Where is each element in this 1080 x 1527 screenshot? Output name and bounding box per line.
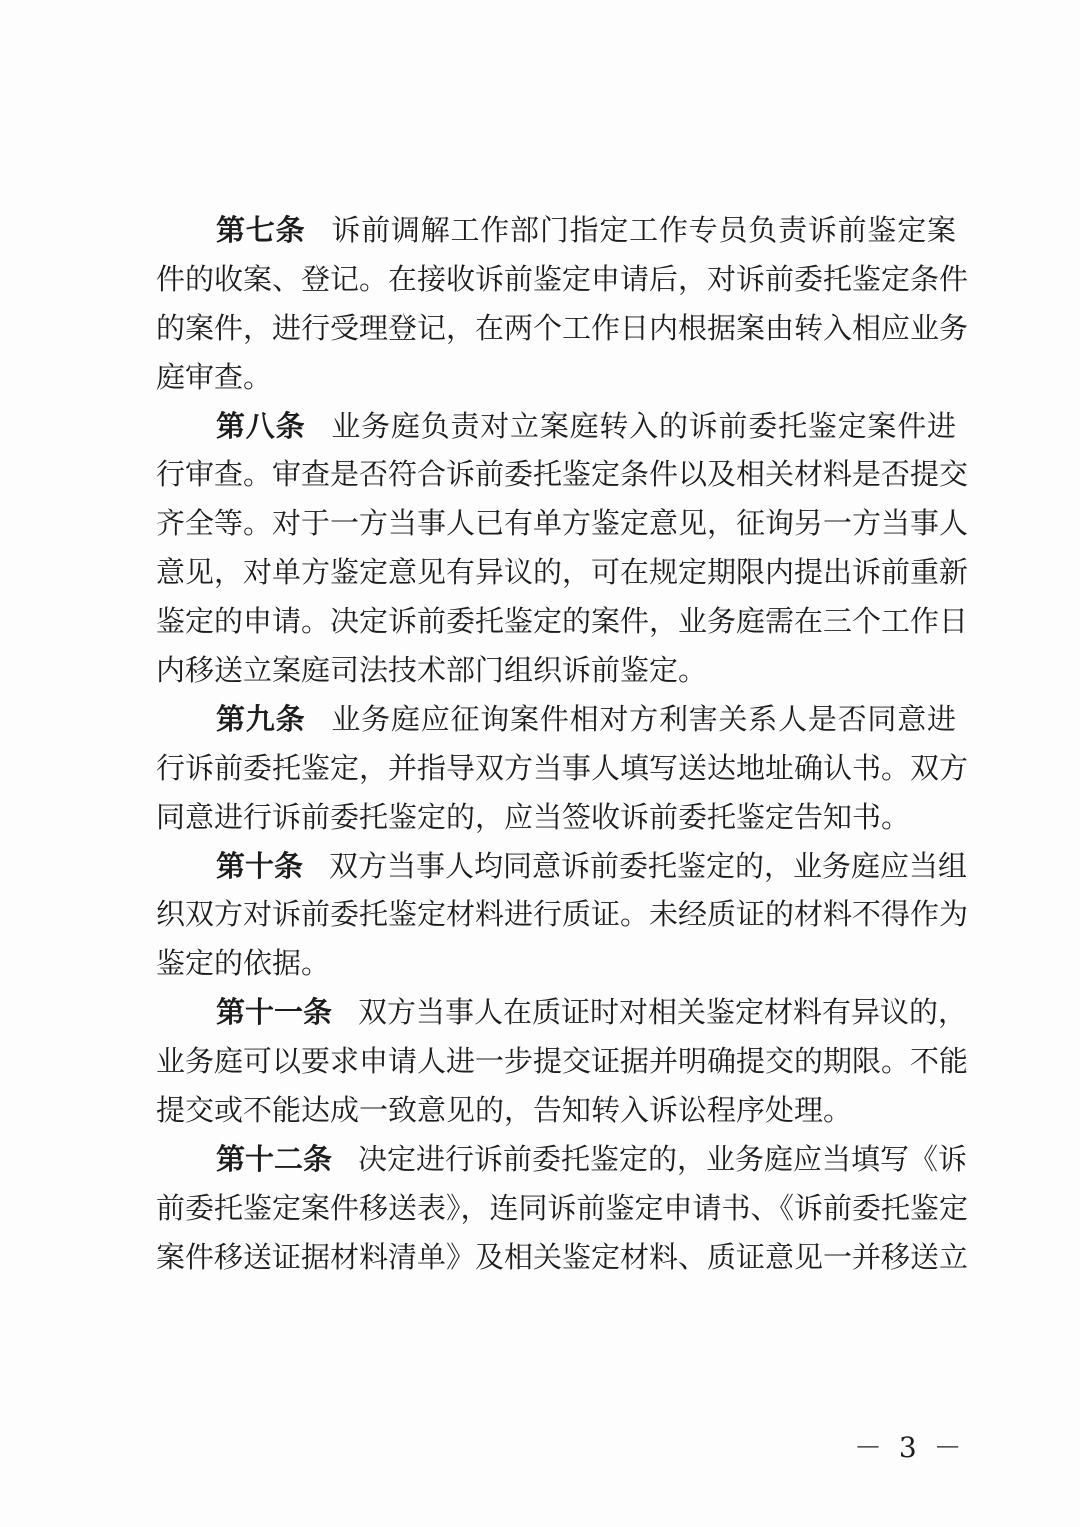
page-number: － 3 － bbox=[854, 1431, 966, 1464]
article-line bbox=[156, 646, 956, 695]
article-line bbox=[156, 939, 956, 988]
article-text: 前委托鉴定案件移送表》，连同诉前鉴定申请书、《诉前委托鉴定 bbox=[156, 1190, 969, 1225]
article-line bbox=[156, 304, 969, 353]
article-line bbox=[156, 1233, 969, 1282]
document-body bbox=[156, 206, 969, 1282]
article-line bbox=[156, 597, 969, 646]
article-number: 第十二条 bbox=[216, 1141, 333, 1176]
article-line bbox=[156, 402, 956, 451]
article-text: 同意进行诉前委托鉴定的，应当签收诉前委托鉴定告知书。 bbox=[156, 799, 911, 834]
article-text: 决定进行诉前委托鉴定的，业务庭应当填写《诉 bbox=[358, 1141, 968, 1176]
article-text: 诉前调解工作部门指定工作专员负责诉前鉴定案 bbox=[331, 213, 956, 247]
article-number: 第九条 bbox=[216, 701, 306, 736]
article-text: 双方当事人在质证时对相关鉴定材料有异议的， bbox=[358, 995, 968, 1030]
article-text: 案件移送证据材料清单》及相关鉴定材料、质证意见一并移送立 bbox=[156, 1239, 969, 1274]
article-text: 的案件，进行受理登记，在两个工作日内根据案由转入相应业务 bbox=[156, 310, 969, 345]
article-line bbox=[156, 499, 969, 548]
article-text: 内移送立案庭司法技术部门组织诉前鉴定。 bbox=[156, 653, 708, 688]
article-number: 第十一条 bbox=[216, 995, 333, 1030]
article-text: 鉴定的依据。 bbox=[156, 946, 331, 981]
article-number: 第八条 bbox=[216, 408, 306, 443]
article-number: 第十条 bbox=[216, 848, 304, 883]
article-text: 双方当事人均同意诉前委托鉴定的，业务庭应当组 bbox=[329, 848, 968, 883]
article-line bbox=[156, 695, 956, 744]
article-text: 行诉前委托鉴定，并指导双方当事人填写送达地址确认书。双方 bbox=[156, 750, 969, 785]
article-text: 齐全等。对于一方当事人已有单方鉴定意见，征询另一方当事人 bbox=[156, 506, 969, 541]
article-text: 业务庭负责对立案庭转入的诉前委托鉴定案件进 bbox=[331, 408, 956, 443]
article-line bbox=[156, 450, 969, 499]
article-line bbox=[156, 988, 968, 1037]
article-line bbox=[156, 1184, 969, 1233]
article-text: 鉴定的申请。决定诉前委托鉴定的案件，业务庭需在三个工作日 bbox=[156, 604, 969, 639]
article-line bbox=[156, 842, 968, 891]
article-line bbox=[156, 1037, 969, 1086]
article-line bbox=[156, 744, 969, 793]
article-text: 业务庭可以要求申请人进一步提交证据并明确提交的期限。不能 bbox=[156, 1044, 969, 1079]
article-line bbox=[156, 1086, 956, 1135]
article-text: 提交或不能达成一致意见的，告知转入诉讼程序处理。 bbox=[156, 1093, 853, 1128]
article-line bbox=[156, 1135, 968, 1184]
article-line bbox=[156, 353, 956, 402]
article-line bbox=[156, 206, 956, 255]
article-text: 织双方对诉前委托鉴定材料进行质证。未经质证的材料不得作为 bbox=[156, 897, 969, 932]
article-text: 意见，对单方鉴定意见有异议的，可在规定期限内提出诉前重新 bbox=[156, 555, 969, 590]
article-line bbox=[156, 255, 969, 304]
article-text: 业务庭应征询案件相对方利害关系人是否同意进 bbox=[331, 701, 956, 736]
article-number: 第七条 bbox=[216, 213, 306, 247]
article-line bbox=[156, 890, 969, 939]
article-line bbox=[156, 548, 969, 597]
article-text: 行审查。审查是否符合诉前委托鉴定条件以及相关材料是否提交 bbox=[156, 457, 969, 492]
article-text: 庭审查。 bbox=[156, 359, 273, 394]
article-text: 件的收案、登记。在接收诉前鉴定申请后，对诉前委托鉴定条件 bbox=[156, 261, 969, 296]
article-line bbox=[156, 793, 956, 842]
